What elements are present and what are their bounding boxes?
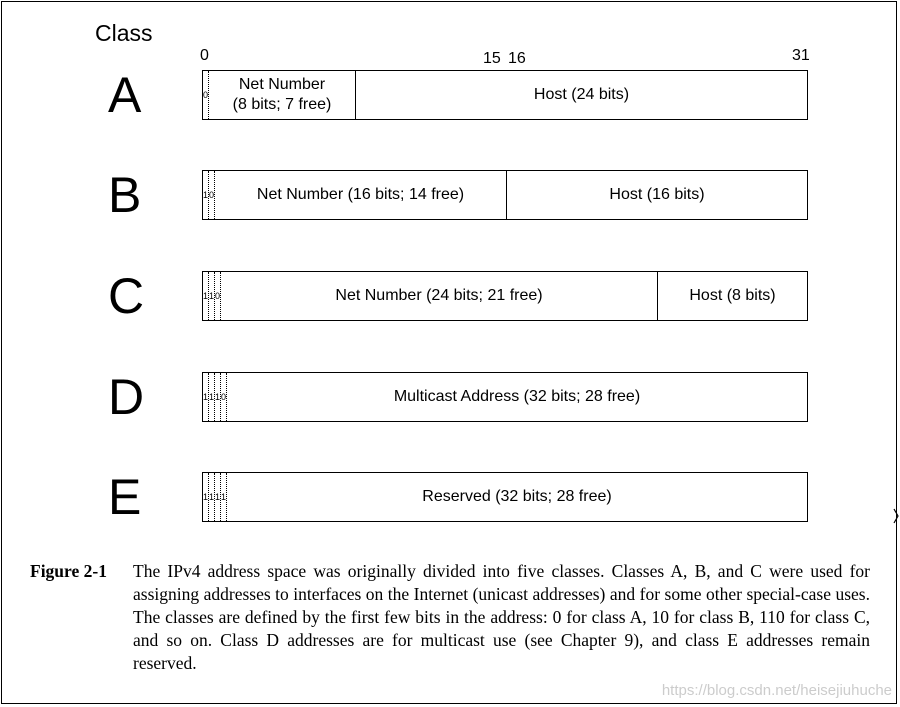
prefix-bit: 0	[203, 71, 209, 119]
prefix-bit: 1	[203, 272, 209, 320]
prefix-bit: 1	[209, 373, 215, 421]
class-b-host	[506, 171, 807, 219]
class-c-prefix	[203, 272, 221, 320]
class-letter-d: D	[108, 369, 145, 425]
segment-label: Multicast Address (32 bits; 28 free)	[393, 388, 641, 405]
class-d-prefix	[203, 373, 227, 421]
prefix-bit: 1	[221, 473, 227, 521]
bit-label-31: 31	[792, 47, 810, 64]
class-e-row	[202, 472, 808, 522]
class-e-reserved	[227, 473, 807, 521]
class-letter-b: B	[108, 167, 142, 223]
class-heading: Class	[95, 20, 153, 46]
bit-label-15: 15	[483, 50, 501, 67]
prefix-bit: 1	[203, 171, 209, 219]
cursor-arrow-icon	[893, 508, 899, 524]
segment-label: Net Number (24 bits; 21 free)	[335, 287, 543, 304]
class-c-net-number	[221, 272, 657, 320]
segment-label: Reserved (32 bits; 28 free)	[422, 488, 612, 505]
prefix-bit: 0	[209, 171, 215, 219]
prefix-bit: 1	[203, 473, 209, 521]
prefix-bit: 1	[215, 373, 221, 421]
prefix-bit: 1	[209, 473, 215, 521]
prefix-bit: 1	[209, 272, 215, 320]
segment-label: Net Number	[238, 76, 326, 93]
prefix-bit: 1	[203, 373, 209, 421]
segment-sublabel: (8 bits; 7 free)	[232, 96, 332, 113]
bit-label-16: 16	[508, 50, 526, 67]
class-letter-c: C	[108, 268, 145, 324]
class-letter-a: A	[108, 67, 142, 123]
figure-label: Figure 2-1	[30, 561, 107, 581]
watermark: https://blog.csdn.net/heisejiuhuche	[661, 682, 892, 699]
prefix-bit: 1	[215, 473, 221, 521]
prefix-bit: 0	[215, 272, 221, 320]
class-a-row	[202, 70, 808, 120]
segment-label: Net Number (16 bits; 14 free)	[256, 186, 465, 203]
segment-label: Host (16 bits)	[609, 186, 705, 203]
segment-label: Host (24 bits)	[533, 86, 630, 103]
class-b-prefix	[203, 171, 215, 219]
figure-caption-text: The IPv4 address space was originally divided into five classes. Classes A, B, and C were used for assigning addresses to interfaces on the Internet (unicast addresses) and for some other special-case uses. The classes are defined by the first few bits in the address: 0 for class A, 10 for class B, 110 for class C, and so on. Class D addresses are for multicast use (see Chapter 9), and class E addresses remain reserved.	[133, 561, 870, 673]
class-d-row	[202, 372, 808, 422]
class-c-host	[657, 272, 807, 320]
class-c-row	[202, 271, 808, 321]
class-b-row	[202, 170, 808, 220]
class-e-prefix	[203, 473, 227, 521]
class-a-net-number	[209, 71, 355, 119]
class-letter-e: E	[108, 469, 142, 525]
prefix-bit: 0	[221, 373, 227, 421]
segment-label: Host (8 bits)	[689, 287, 776, 304]
bit-label-0: 0	[200, 47, 209, 64]
class-d-multicast-address	[227, 373, 807, 421]
class-b-net-number	[215, 171, 506, 219]
class-a-host	[355, 71, 807, 119]
